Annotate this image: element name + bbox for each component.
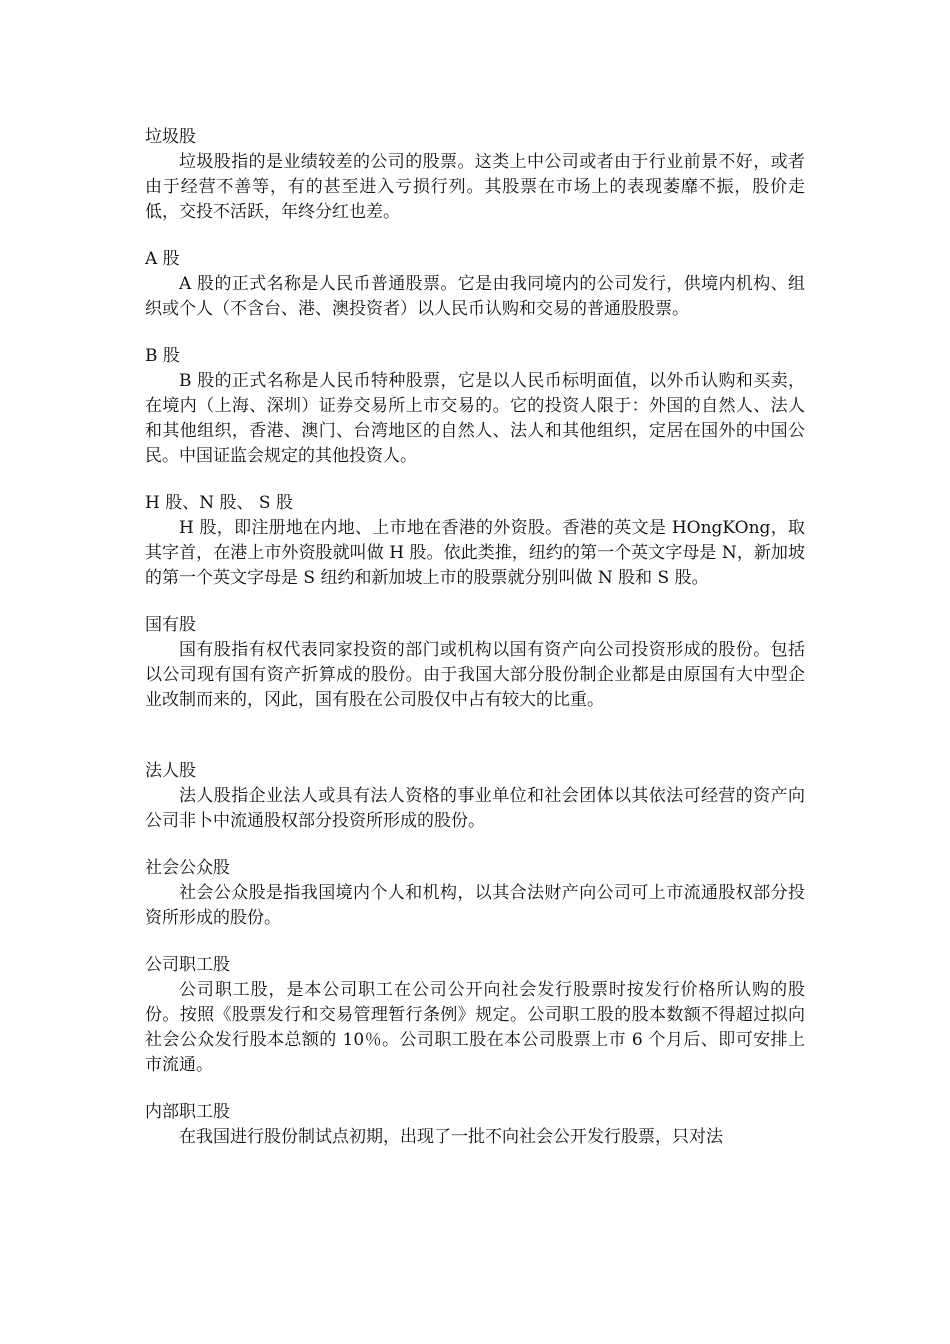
section-paragraph: 法人股指企业法人或具有法人资格的事业单位和社会团体以其依法可经营的资产向公司非卜中流通股权部分投资所形成的股份。	[145, 786, 805, 831]
section-paragraph: H 股，即注册地在内地、上市地在香港的外资股。香港的英文是 HOngKOng，取其字首，在港上市外资股就叫做 H 股。依此类推，纽约的第一个英文字母是 N，新加坡的第一个英文字母是 S 纽约和新加坡上市的股票就分别叫做 N 股和 S 股。	[145, 518, 805, 588]
section-heading: B 股	[145, 346, 180, 366]
section-junk-stock	[145, 125, 805, 225]
section-internal-employee-share	[145, 1100, 805, 1150]
section-paragraph: 国有股指有权代表同家投资的部门或机构以国有资产向公司投资形成的股份。包括以公司现有国有资产折算成的股份。由于我国大部分股份制企业都是由原国有大中型企业改制而来的，冈此，国有股在公司股仅中占有较大的比重。	[145, 640, 805, 710]
section-heading: 公司职工股	[145, 955, 230, 975]
section-paragraph: 公司职工股，是本公司职工在公司公开向社会发行股票时按发行价格所认购的股份。按照《股票发行和交易管理暂行条例》规定。公司职工股的股本数额不得超过拟向社会公众发行股本总额的 10％。公司职工股在本公司股票上市 6 个月后、即可安排上市流通。	[145, 980, 805, 1075]
section-heading: 内部职工股	[145, 1102, 230, 1122]
section-public-share	[145, 856, 805, 931]
section-h-n-s-share	[145, 491, 805, 591]
section-paragraph: B 股的正式名称是人民币特种股票，它是以人民币标明面值，以外币认购和买卖，在境内（上海、深圳）证券交易所上市交易的。它的投资人限于：外国的自然人、法人和其他组织，香港、澳门、台湾地区的自然人、法人和其他组织，定居在国外的中国公民。中国证监会规定的其他投资人。	[145, 371, 805, 466]
section-heading: A 股	[145, 249, 180, 269]
section-heading: H 股、N 股、 S 股	[145, 493, 293, 513]
section-heading: 社会公众股	[145, 858, 230, 878]
section-paragraph: A 股的正式名称是人民币普通股票。它是由我同境内的公司发行，供境内机构、组织或个人（不含台、港、澳投资者）以人民币认购和交易的普通股股票。	[145, 274, 805, 319]
section-heading: 国有股	[145, 615, 196, 635]
section-state-owned-share	[145, 613, 805, 713]
section-paragraph: 在我国进行股份制试点初期，出现了一批不向社会公开发行股票，只对法	[179, 1127, 723, 1147]
section-paragraph: 垃圾股指的是业绩较差的公司的股票。这类上中公司或者由于行业前景不好，或者由于经营不善等，有的甚至进入亏损行列。其股票在市场上的表现萎靡不振，股价走低，交投不活跃，年终分红也差。	[145, 152, 805, 222]
section-heading: 法人股	[145, 761, 196, 781]
section-company-employee-share	[145, 953, 805, 1078]
section-b-share	[145, 344, 805, 469]
section-heading: 垃圾股	[145, 127, 196, 147]
document-body	[145, 125, 805, 1172]
section-paragraph: 社会公众股是指我国境内个人和机构，以其合法财产向公司可上市流通股权部分投资所形成的股份。	[145, 883, 805, 928]
section-legal-person-share	[145, 759, 805, 834]
section-a-share	[145, 247, 805, 322]
